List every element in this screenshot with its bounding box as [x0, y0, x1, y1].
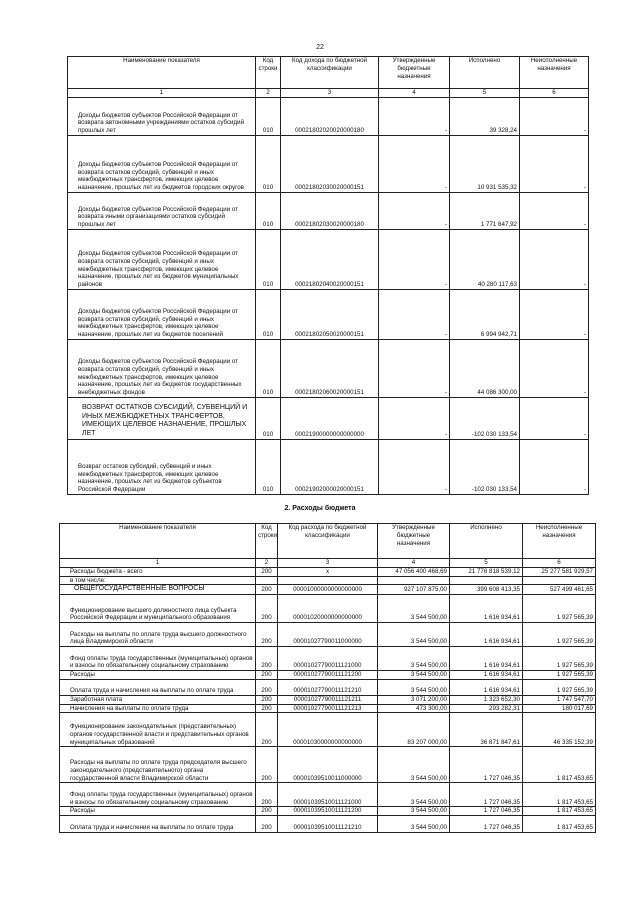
unexecuted-cell: -	[520, 439, 589, 494]
unexecuted-cell: -	[520, 192, 589, 229]
line-code-cell: 200	[256, 807, 278, 816]
unexecuted-cell: 1 817 453,65	[523, 816, 596, 833]
income-header-row	[68, 57, 589, 89]
classification-code-cell: 00001027790011000000	[278, 623, 378, 647]
line-code-cell: 010	[256, 289, 281, 339]
executed-cell: -102 030 133,54	[450, 439, 520, 494]
indicator-name-cell: ВОЗВРАТ ОСТАТКОВ СУБСИДИЙ, СУБВЕНЦИЙ И ИНЫХ МЕЖБЮДЖЕТНЫХ ТРАНСФЕРТОВ, ИМЕЮЩИХ ЦЕЛЕВОЕ НАЗНАЧЕНИЕ, ПРОШЛЫХ ЛЕТ	[68, 397, 256, 439]
header-classification-code: Код дохода по бюджетной классификации	[281, 57, 379, 89]
executed-cell: 1 727 046,35	[450, 807, 523, 816]
income-table	[67, 56, 589, 495]
unexecuted-cell: -	[520, 229, 589, 289]
executed-cell: 44 086 300,00	[450, 339, 520, 397]
table-row	[68, 229, 589, 289]
line-code-cell: 200	[256, 647, 278, 671]
classification-code-cell: 00021802020020000180	[281, 97, 379, 135]
line-code-cell: 200	[256, 713, 278, 747]
unexecuted-cell: 1 927 565,39	[523, 679, 596, 695]
indicator-name-cell: Расходы бюджета - всего	[60, 567, 256, 576]
executed-cell: 1 727 046,35	[450, 783, 523, 807]
executed-cell: 21 778 818 539,12	[450, 567, 523, 576]
income-body	[68, 97, 589, 494]
classification-code-cell: 00001027790011121200	[278, 671, 378, 680]
approved-cell: 3 544 500,00	[378, 647, 450, 671]
approved-cell: 47 056 400 468,69	[378, 567, 450, 576]
table-row	[60, 713, 596, 747]
line-code-cell: 200	[256, 704, 278, 713]
executed-cell	[450, 576, 523, 585]
unexecuted-cell: -	[520, 339, 589, 397]
income-index-row	[68, 89, 589, 98]
index-cell: 3	[281, 89, 379, 98]
table-row	[60, 747, 596, 783]
line-code-cell: 010	[256, 439, 281, 494]
table-row	[60, 647, 596, 671]
table-row	[60, 567, 596, 576]
line-code-cell: 200	[256, 816, 278, 833]
line-code-cell: 200	[256, 695, 278, 704]
classification-code-cell: 00021802060020000151	[281, 339, 379, 397]
executed-cell: 1 727 046,35	[450, 747, 523, 783]
line-code-cell: 010	[256, 135, 281, 192]
indicator-name-cell: Оплата труда и начисления на выплаты по оплате труда	[60, 816, 256, 833]
approved-cell: -	[379, 397, 450, 439]
table-row	[68, 135, 589, 192]
unexecuted-cell: 1 817 453,65	[523, 807, 596, 816]
line-code-cell: 200	[256, 585, 278, 595]
table-row	[60, 704, 596, 713]
section-title: 2. Расходы бюджета	[284, 505, 356, 512]
indicator-name-cell: Функционирование законодательных (представительных) органов государственной власти и представительных органов муниципальных образований	[60, 713, 256, 747]
indicator-name-cell: Фонд оплаты труда государственных (муниципальных) органов и взносы по обязательному социальному страхованию	[60, 783, 256, 807]
executed-cell: 10 931 535,32	[450, 135, 520, 192]
indicator-name-cell: Функционирование высшего должностного лица субъекта Российской Федерации и муниципального образования	[60, 595, 256, 623]
approved-cell	[378, 576, 450, 585]
classification-code-cell: 00001039510011000000	[278, 747, 378, 783]
approved-cell: 3 544 500,00	[378, 595, 450, 623]
index-cell: 2	[256, 559, 278, 568]
unexecuted-cell: 46 335 152,39	[523, 713, 596, 747]
indicator-name-cell: Расходы на выплаты по оплате труда председателя высшего законодательного (представительного) органа государственной власти Владимирской области	[60, 747, 256, 783]
unexecuted-cell: -	[520, 135, 589, 192]
table-row	[68, 97, 589, 135]
unexecuted-cell: 1 817 453,65	[523, 783, 596, 807]
indicator-name-cell: Заработная плата	[60, 695, 256, 704]
index-cell: 6	[520, 89, 589, 98]
expense-index-row	[60, 559, 596, 568]
index-cell: 4	[379, 89, 450, 98]
unexecuted-cell: 1 927 565,39	[523, 595, 596, 623]
approved-cell: 927 107 875,00	[378, 585, 450, 595]
unexecuted-cell	[523, 576, 596, 585]
approved-cell: -	[379, 135, 450, 192]
approved-cell: 83 207 000,00	[378, 713, 450, 747]
classification-code-cell: 00021802050020000151	[281, 289, 379, 339]
line-code-cell: 200	[256, 747, 278, 783]
unexecuted-cell: 1 817 453,65	[523, 747, 596, 783]
executed-cell: 1 771 847,92	[450, 192, 520, 229]
unexecuted-cell: 527 499 461,65	[523, 585, 596, 595]
executed-cell: 1 616 934,61	[450, 595, 523, 623]
indicator-name-cell: Расходы на выплаты по оплате труда высшего должностного лица Владимирской области	[60, 623, 256, 647]
indicator-name-cell: ОБЩЕГОСУДАРСТВЕННЫЕ ВОПРОСЫ	[60, 585, 256, 595]
classification-code-cell: 00021802030020000180	[281, 192, 379, 229]
line-code-cell	[256, 576, 278, 585]
unexecuted-cell: -	[520, 97, 589, 135]
indicator-name-cell: Оплата труда и начисления на выплаты по оплате труда	[60, 679, 256, 695]
unexecuted-cell: 1 747 547,70	[523, 695, 596, 704]
classification-code-cell: 00021802030020000151	[281, 135, 379, 192]
classification-code-cell: 00001039510011121000	[278, 783, 378, 807]
classification-code-cell: 00001027790011121211	[278, 695, 378, 704]
table-row	[60, 576, 596, 585]
approved-cell: 3 544 500,00	[378, 747, 450, 783]
indicator-name-cell: Возврат остатков субсидий, субвенций и иных межбюджетных трансфертов, имеющих целевое назначение, прошлых лет из бюджетов субъектов Российской Федерации	[68, 439, 256, 494]
index-cell: 3	[278, 559, 378, 568]
indicator-name-cell: Доходы бюджетов субъектов Российской Федерации от возврата остатков субсидий, субвенций и иных межбюджетных трансфертов, имеющих целевое назначение, прошлых лет из бюджетов городских округов	[68, 135, 256, 192]
approved-cell: 3 544 500,00	[378, 679, 450, 695]
classification-code-cell: 00021802040020000151	[281, 229, 379, 289]
index-cell: 4	[378, 559, 450, 568]
line-code-cell: 010	[256, 397, 281, 439]
line-code-cell: 010	[256, 97, 281, 135]
unexecuted-cell: 180 017,69	[523, 704, 596, 713]
page-number: 22	[316, 44, 324, 51]
table-row	[60, 783, 596, 807]
classification-code-cell: 00001027790011121210	[278, 679, 378, 695]
unexecuted-cell: -	[520, 289, 589, 339]
approved-cell: 473 300,00	[378, 704, 450, 713]
indicator-name-cell: Начисления на выплаты по оплате труда	[60, 704, 256, 713]
approved-cell: -	[379, 97, 450, 135]
index-cell: 1	[60, 559, 256, 568]
table-row	[60, 695, 596, 704]
header-line-code: Код строки	[256, 57, 281, 89]
executed-cell: 40 280 117,63	[450, 229, 520, 289]
indicator-name-cell: Доходы бюджетов субъектов Российской Федерации от возврата остатков субсидий, субвенций и иных межбюджетных трансфертов, имеющих целевое назначение, прошлых лет из бюджетов государственных внебюджетных фондов	[68, 339, 256, 397]
line-code-cell: 200	[256, 595, 278, 623]
index-cell: 6	[523, 559, 596, 568]
indicator-name-cell: Расходы	[60, 807, 256, 816]
header-unexecuted: Неисполненные назначения	[523, 524, 596, 559]
executed-cell: 39 328,24	[450, 97, 520, 135]
executed-cell: 399 608 413,35	[450, 585, 523, 595]
line-code-cell: 010	[256, 229, 281, 289]
table-row	[68, 192, 589, 229]
classification-code-cell: 00001020000000000000	[278, 595, 378, 623]
header-unexecuted: Неисполненные назначения	[520, 57, 589, 89]
table-row	[60, 807, 596, 816]
line-code-cell: 200	[256, 671, 278, 680]
approved-cell: -	[379, 339, 450, 397]
executed-cell: -102 030 133,54	[450, 397, 520, 439]
index-cell: 1	[68, 89, 256, 98]
line-code-cell: 010	[256, 339, 281, 397]
classification-code-cell: 00001039510011121210	[278, 816, 378, 833]
approved-cell: -	[379, 229, 450, 289]
indicator-name-cell: Доходы бюджетов субъектов Российской Федерации от возврата остатков субсидий, субвенций и иных межбюджетных трансфертов, имеющих целевое назначение, прошлых лет из бюджетов муниципальных районов	[68, 229, 256, 289]
approved-cell: 3 544 500,00	[378, 816, 450, 833]
header-executed: Исполнено	[450, 524, 523, 559]
executed-cell: 1 616 934,61	[450, 671, 523, 680]
unexecuted-cell: 1 927 565,39	[523, 623, 596, 647]
table-row	[68, 397, 589, 439]
approved-cell: 3 071 200,00	[378, 695, 450, 704]
line-code-cell: 200	[256, 567, 278, 576]
index-cell: 5	[450, 89, 520, 98]
table-row	[60, 816, 596, 833]
table-row	[60, 671, 596, 680]
table-row	[60, 679, 596, 695]
unexecuted-cell: 1 927 565,39	[523, 647, 596, 671]
approved-cell: 3 544 500,00	[378, 807, 450, 816]
table-row	[68, 339, 589, 397]
executed-cell: 1 616 934,61	[450, 679, 523, 695]
classification-code-cell: 00021900000000000000	[281, 397, 379, 439]
classification-code-cell: 00001000000000000000	[278, 585, 378, 595]
unexecuted-cell: 1 927 565,39	[523, 671, 596, 680]
executed-cell: 293 282,31	[450, 704, 523, 713]
executed-cell: 36 871 847,61	[450, 713, 523, 747]
table-row	[60, 595, 596, 623]
line-code-cell: 010	[256, 192, 281, 229]
executed-cell: 1 323 652,30	[450, 695, 523, 704]
executed-cell: 1 616 934,61	[450, 623, 523, 647]
indicator-name-cell: Доходы бюджетов субъектов Российской Федерации от возврата иными организациями остатков субсидий прошлых лет	[68, 192, 256, 229]
line-code-cell: 200	[256, 783, 278, 807]
classification-code-cell: 00001027790011121000	[278, 647, 378, 671]
header-executed: Исполнено	[450, 57, 520, 89]
expense-body	[60, 567, 596, 832]
indicator-name-cell: Расходы	[60, 671, 256, 680]
expense-header-row	[60, 524, 596, 559]
classification-code-cell: x	[278, 567, 378, 576]
approved-cell: 3 544 500,00	[378, 783, 450, 807]
approved-cell: -	[379, 439, 450, 494]
expense-table	[59, 523, 596, 833]
indicator-name-cell: Доходы бюджетов субъектов Российской Федерации от возврата автономными учреждениями остатков субсидий прошлых лет	[68, 97, 256, 135]
approved-cell: -	[379, 289, 450, 339]
executed-cell: 6 994 942,71	[450, 289, 520, 339]
line-code-cell: 200	[256, 679, 278, 695]
classification-code-cell	[278, 576, 378, 585]
index-cell: 5	[450, 559, 523, 568]
header-indicator-name: Наименование показателя	[60, 524, 256, 559]
classification-code-cell: 00021902000020000151	[281, 439, 379, 494]
executed-cell: 1 616 934,61	[450, 647, 523, 671]
classification-code-cell: 00001030000000000000	[278, 713, 378, 747]
classification-code-cell: 00001039510011121200	[278, 807, 378, 816]
unexecuted-cell: 25 277 581 929,57	[523, 567, 596, 576]
table-row	[60, 585, 596, 595]
executed-cell: 1 727 046,35	[450, 816, 523, 833]
table-row	[60, 623, 596, 647]
index-cell: 2	[256, 89, 281, 98]
line-code-cell: 200	[256, 623, 278, 647]
unexecuted-cell: -	[520, 397, 589, 439]
indicator-name-cell: Фонд оплаты труда государственных (муниципальных) органов и взносы по обязательному социальному страхованию	[60, 647, 256, 671]
table-row	[68, 439, 589, 494]
indicator-name-cell: в том числе:	[60, 576, 256, 585]
header-indicator-name: Наименование показателя	[68, 57, 256, 89]
approved-cell: -	[379, 192, 450, 229]
approved-cell: 3 544 500,00	[378, 623, 450, 647]
header-approved: Утвержденные бюджетные назначения	[379, 57, 450, 89]
header-line-code: Код строки	[256, 524, 278, 559]
indicator-name-cell: Доходы бюджетов субъектов Российской Федерации от возврата остатков субсидий, субвенций и иных межбюджетных трансфертов, имеющих целевое назначение, прошлых лет из бюджетов поселений	[68, 289, 256, 339]
classification-code-cell: 00001027790011121213	[278, 704, 378, 713]
approved-cell: 3 544 500,00	[378, 671, 450, 680]
header-approved: Утвержденные бюджетные назначения	[378, 524, 450, 559]
table-row	[68, 289, 589, 339]
header-classification-code: Код расхода по бюджетной классификации	[278, 524, 378, 559]
